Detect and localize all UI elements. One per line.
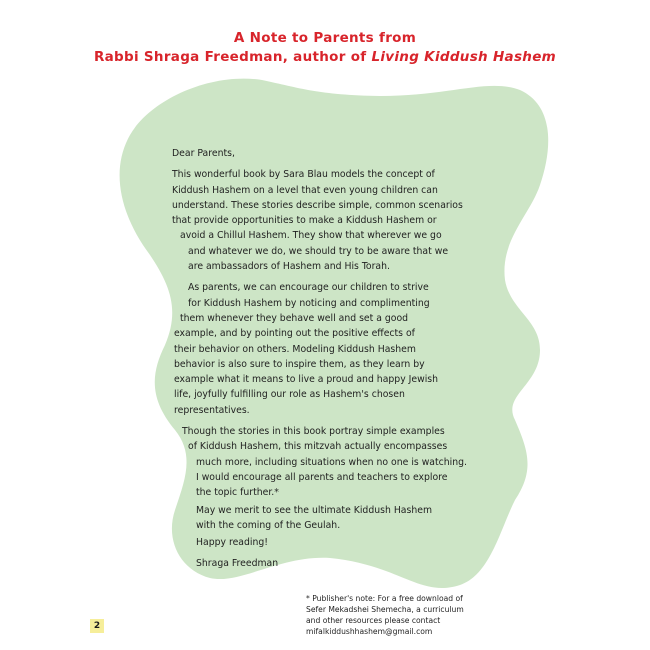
text-line: I would encourage all parents and teachers to explore (196, 471, 448, 483)
text-line: representatives. (174, 404, 250, 416)
text-line: avoid a Chillul Hashem. They show that wherever we go (180, 230, 442, 242)
signature: Shraga Freedman (196, 558, 279, 570)
text-line: example what it means to live a proud and happy Jewish (174, 374, 439, 386)
text-line: them whenever they behave well and set a good (180, 312, 409, 324)
title-prefix: Rabbi Shraga Freedman, author of (93, 49, 372, 65)
text-line: behavior is also sure to inspire them, as they learn by (174, 358, 425, 370)
publisher-footnote (306, 593, 536, 637)
footnote-email: mifalkiddushhashem@gmail.com (306, 627, 433, 636)
text-line: example, and by pointing out the positive effects of (174, 328, 415, 340)
text-line: much more, including situations when no one is watching. (196, 456, 467, 468)
paragraph-3 (170, 424, 500, 500)
text-line: life, joyfully fulfilling our role as Hashem's chosen (174, 389, 405, 401)
text-line: As parents, we can encourage our children to strive (188, 282, 429, 294)
closing: Happy reading! (196, 537, 268, 549)
text-line: Though the stories in this book portray simple examples (182, 426, 445, 438)
text-line: the topic further.* (196, 487, 279, 499)
text-line: and whatever we do, we should try to be aware that we (188, 245, 449, 257)
text-line: of Kiddush Hashem, this mitzvah actually encompasses (188, 441, 448, 453)
footnote-line: * Publisher's note: For a free download of (306, 594, 463, 603)
text-line: with the coming of the Geulah. (196, 519, 341, 531)
paragraph-1 (170, 167, 500, 274)
text-line: that provide opportunities to make a Kiddush Hashem or (172, 215, 437, 227)
salutation: Dear Parents, (172, 148, 235, 159)
footnote-line: Sefer Mekadshei Shemecha, a curriculum (306, 605, 464, 614)
page-number: 2 (90, 619, 104, 633)
text-line: understand. These stories describe simple, common scenarios (172, 199, 463, 211)
text-line: Kiddush Hashem on a level that even young children can (172, 184, 438, 196)
text-line: for Kiddush Hashem by noticing and complimenting (188, 297, 430, 309)
text-line: their behavior on others. Modeling Kiddush Hashem (174, 343, 416, 355)
text-line: are ambassadors of Hashem and His Torah. (188, 261, 390, 273)
paragraph-4 (170, 503, 500, 534)
letter-body (170, 146, 500, 572)
book-title: Living Kiddush Hashem (371, 49, 557, 65)
text-line: This wonderful book by Sara Blau models the concept of (172, 169, 435, 181)
paragraph-2 (170, 280, 500, 418)
page-title-line-1: A Note to Parents from (233, 30, 417, 46)
text-line: May we merit to see the ultimate Kiddush Hashem (196, 504, 433, 516)
footnote-line: and other resources please contact (306, 616, 441, 625)
